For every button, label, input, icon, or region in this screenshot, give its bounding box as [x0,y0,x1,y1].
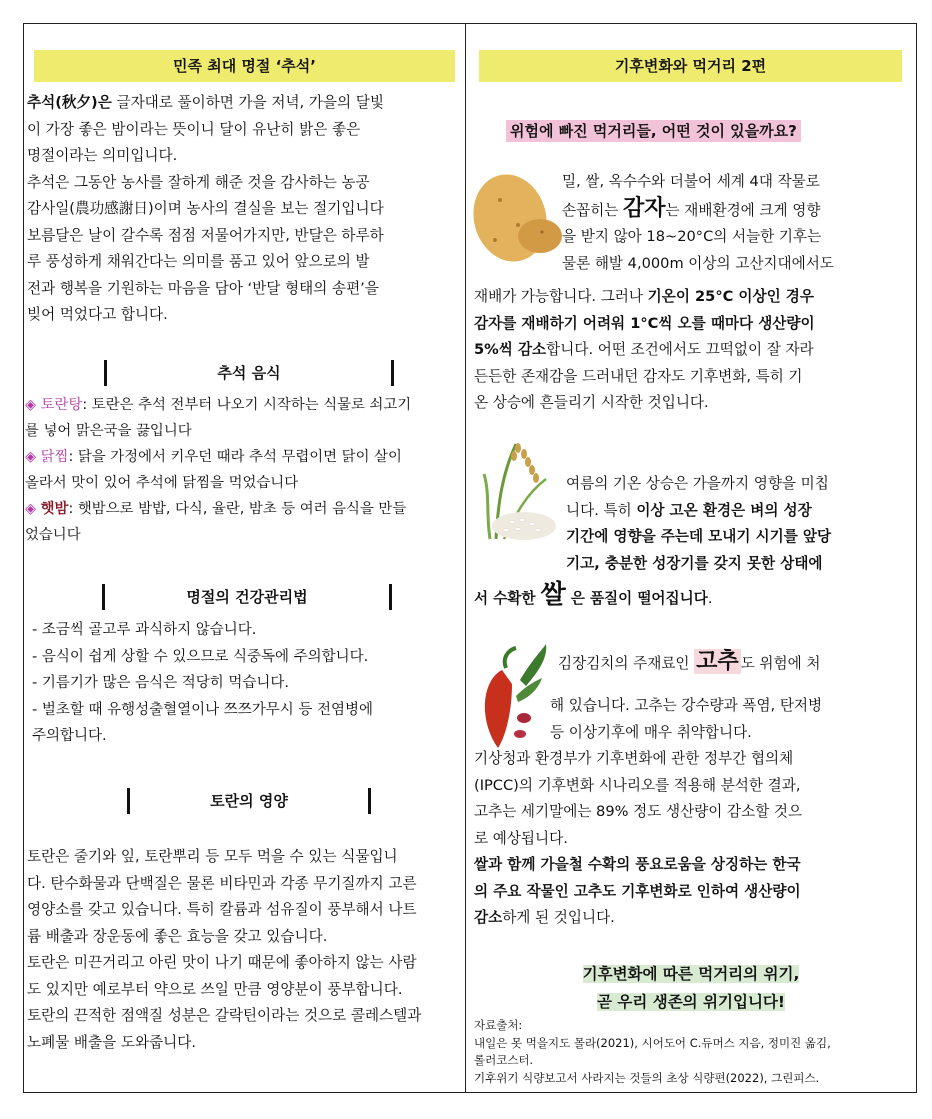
food-item-dakjjim: ◈ 닭찜: 닭을 가정에서 키우던 때라 추석 무렵이면 닭이 살이 올라서 맛이 있어 추석에 닭찜을 먹었습니다 [25,449,402,491]
column-divider [465,23,466,1093]
food-item-haetbam: ◈ 햇밤: 햇밤으로 밤밥, 다식, 율란, 밤초 등 여러 음식을 만들 었습니다 [25,501,407,543]
list-item: - 조금씩 골고루 과식하지 않습니다. [32,622,257,638]
pepper-text-bottom: 기상청과 환경부가 기후변화에 관한 정부간 협의체 (IPCC)의 기후변화 시나리오를 적용해 분석한 결과, 고추는 세기말에는 89% 정도 생산량이 감소할 것으 로 예상됩니다. 쌀과 함께 가을철 수확의 풍요로움을 상징하는 한국 의 주요 작물인 고추도 기후변화로 인하여 생산량이 감소하게 된 것입니다. [474,750,803,926]
sources: 자료출처: 내일은 못 먹을지도 몰라(2021), 시어도어 C.듀머스 지음, 정미진 옮김, 롤러코스터. 기후위기 식량보고서 사라지는 것들의 초상 식량편(2022), 그린피스. [474,1018,831,1085]
pepper-image [472,640,552,752]
list-item: - 벌초할 때 유행성출혈열이나 쯔쯔가무시 등 전염병에 [32,701,374,718]
potato-image [470,170,562,270]
closing-message: 기후변화에 따른 먹거리의 위기, 곧 우리 생존의 위기입니다! [582,965,800,1011]
right-title: 기후변화와 먹거리 2편 [479,50,902,82]
foods-heading: 추석 음식 [104,360,394,386]
rice-image [476,434,560,544]
chuseok-intro: 추석(秋夕)은 글자대로 풀이하면 가을 저녁, 가을의 달빛 이 가장 좋은 밤이라는 뜻이니 달이 유난히 밝은 좋은 명절이라는 의미입니다. 추석은 그동안 농사를 잘하게 해준 것을 감사하는 농공 감사일(農功感謝日)이며 농사의 결실을 보는 절기입니다 보름달은 날이 갈수록 점점 저물어가지만, 반달은 하루하 루 풍성하게 채워간다는 의미를 품고 있어 앞으로의 발 전과 행복을 기원하는 마음을 담아 ‘반달 형태의 송편’을 빚어 먹었다고 합니다. [27,94,384,323]
health-heading: 명절의 건강관리법 [102,584,392,610]
potato-text-bottom: 재배가 가능합니다. 그러나 기온이 25°C 이상인 경우 감자를 재배하기 어려워 1°C씩 오를 때마다 생산량이 5%씩 감소합니다. 어떤 조건에서도 끄떡없이 잘 자라 든든한 존재감을 드러내던 감자도 기후변화, 특히 기 온 상승에 흔들리기 시작한 것입니다. [474,288,815,411]
pepper-text-top: 김장김치의 주재료인 고추 도 위험에 처 [558,649,821,674]
list-item: - 음식이 쉽게 상할 수 있으므로 식중독에 주의합니다. [32,648,369,665]
health-list [32,617,462,750]
taro-body: 토란은 줄기와 잎, 토란뿌리 등 모두 먹을 수 있는 식물입니 다. 탄수화물과 단백질은 물론 비타민과 각종 무기질까지 고른 영양소를 갖고 있습니다. 특히 칼륨과 섬유질이 풍부해서 나트 륨 배출과 장운동에 좋은 효능을 갖고 있습니다. 토란은 미끈거리고 아린 맛이 나기 때문에 좋아하지 않는 사람 도 있지만 예로부터 약으로 쓰일 만큼 영양분이 풍부합니다. 토란의 끈적한 점액질 성분은 갈락틴이라는 것으로 콜레스텔과 노폐물 배출을 도와줍니다. [27,848,422,1051]
food-item-toran: ◈ 토란탕: 토란은 추석 전부터 나오기 시작하는 식물로 쇠고기 를 넣어 맑은국을 끓입니다 [25,397,412,439]
rice-text-bottom: 서 수확한 쌀 은 품질이 떨어집니다. [474,580,713,610]
taro-heading: 토란의 영양 [127,788,371,814]
left-title: 민족 최대 명절 ‘추석’ [34,50,455,82]
list-item: - 기름기가 많은 음식은 적당히 먹습니다. [32,675,289,691]
potato-text-top: 밀, 쌀, 옥수수와 더불어 세계 4대 작물로 손꼽히는 감자는 재배환경에 크게 영향 을 받지 않아 18~20°C의 서늘한 기후는 물론 해발 4,000m 이상의 고산지대에서도 [562,173,834,272]
question-heading: 위험에 빠진 먹거리들, 어떤 것이 있을까요? [506,120,801,142]
rice-text-top: 여름의 기온 상승은 가을까지 영향을 미칩 니다. 특히 이상 고온 환경은 벼의 성장 기간에 영향을 주는데 모내기 시기를 앞당 기고, 충분한 성장기를 갖지 못한 상태에 [566,475,832,572]
list-item: 주의합니다. [32,728,107,744]
pepper-text-mid: 해 있습니다. 고추는 강수량과 폭염, 탄저병 등 이상기후에 매우 취약합니다. [550,697,823,741]
